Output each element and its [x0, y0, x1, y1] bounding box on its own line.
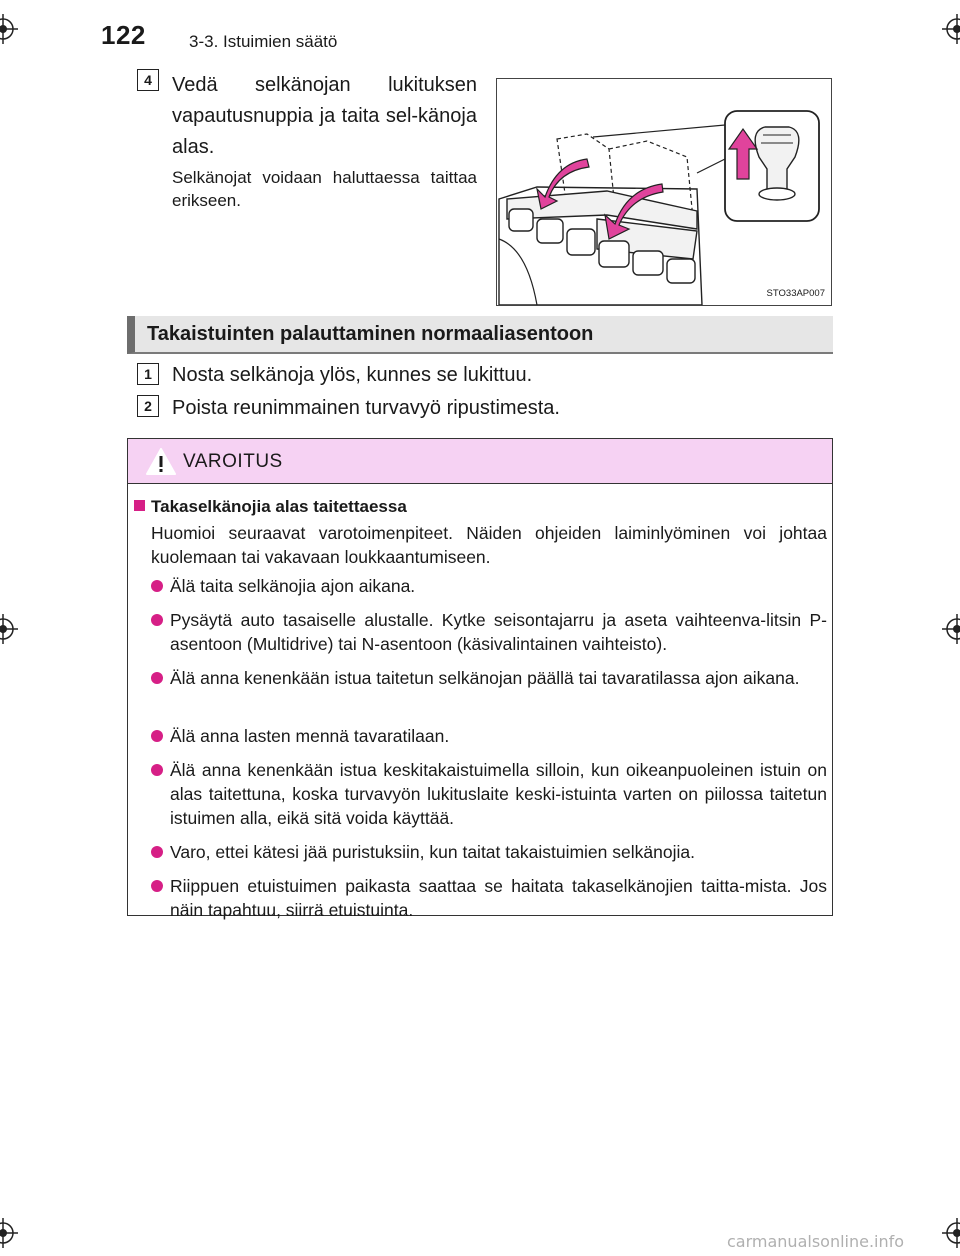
- warning-box: [127, 438, 833, 920]
- warning-title: VAROITUS: [183, 451, 283, 472]
- bullet-text: Pysäytä auto tasaiselle alustalle. Kytke seisontajarru ja aseta vaihteenva-litsin P-asentoon (Multidrive) tai N-asentoon (käsivalintainen vaihteisto).: [170, 610, 827, 654]
- bullet-text: Älä taita selkänojia ajon aikana.: [170, 576, 416, 596]
- registration-mark-bottom-right: [942, 1218, 960, 1248]
- bullet-dot-icon: [151, 672, 163, 684]
- bullet-dot-icon: [151, 880, 163, 892]
- seat-folding-illustration: [496, 78, 832, 306]
- bullet-text: Älä anna kenenkään istua taitetun selkänojan päällä tai tavaratilassa ajon aikana.: [170, 668, 800, 688]
- warning-bullet: [151, 724, 827, 748]
- footer-watermark: carmanualsonline.info: [727, 1232, 905, 1251]
- registration-mark-top-left: [0, 14, 18, 44]
- square-bullet-icon: [134, 500, 145, 511]
- seat-folding-drawing: [497, 79, 831, 305]
- warning-triangle-icon: [146, 448, 176, 475]
- registration-mark-bottom-left: [0, 1218, 18, 1248]
- warning-bullet: [151, 608, 827, 656]
- bullet-dot-icon: [151, 580, 163, 592]
- warning-bullet: [151, 574, 827, 598]
- registration-mark-top-right: [942, 14, 960, 44]
- bullet-dot-icon: [151, 730, 163, 742]
- step-instruction: Vedä selkänojan lukituksen vapautusnuppia ja taita sel-känoja alas.: [172, 74, 477, 158]
- warning-intro: Huomioi seuraavat varotoimenpiteet. Näiden ohjeiden laiminlyöminen voi johtaa kuolemaan tai vakavaan loukkaantumiseen.: [151, 523, 827, 567]
- registration-mark-mid-right: [942, 614, 960, 644]
- step-note: Selkänojat voidaan haluttaessa taittaa erikseen.: [172, 168, 477, 210]
- warning-bullet: [151, 874, 827, 922]
- step-number-box: 1: [137, 363, 159, 385]
- step-instruction: Poista reunimmainen turvavyö ripustimesta.: [172, 397, 560, 419]
- warning-header: [128, 439, 832, 484]
- section-subheading: Takaistuinten palauttaminen normaaliasentoon: [127, 316, 833, 354]
- bullet-dot-icon: [151, 614, 163, 626]
- page-number: 122: [101, 20, 146, 50]
- bullet-dot-icon: [151, 846, 163, 858]
- figure-code: STO33AP007: [766, 288, 825, 299]
- registration-mark-mid-left: [0, 614, 18, 644]
- warning-bullet: [151, 840, 827, 864]
- step-number-box: 2: [137, 395, 159, 417]
- warning-subtitle-text: Takaselkänojia alas taitettaessa: [151, 497, 407, 516]
- step-instruction: Nosta selkänoja ylös, kunnes se lukittuu.: [172, 364, 533, 386]
- bullet-text: Varo, ettei kätesi jää puristuksiin, kun taitat takaistuimien selkänojia.: [170, 842, 695, 862]
- bullet-text: Älä anna kenenkään istua keskitakaistuimella silloin, kun oikeanpuoleinen istuin on alas taitettuna, koska turvavyön lukituslaite keski-istuinta varten on piilossa taitetun istuimen alla, eikä sitä voida käyttää.: [170, 760, 827, 828]
- warning-bullet: [151, 758, 827, 830]
- section-title: 3-3. Istuimien säätö: [189, 32, 338, 51]
- warning-bullet: [151, 666, 827, 690]
- bullet-text: Riippuen etuistuimen paikasta saattaa se haitata takaselkänojien taitta-mista. Jos näin tapahtuu, siirrä etuistuinta.: [170, 876, 827, 920]
- step-number-box: 4: [137, 69, 159, 91]
- bullet-dot-icon: [151, 764, 163, 776]
- bullet-text: Älä anna lasten mennä tavaratilaan.: [170, 726, 450, 746]
- warning-subtitle: [134, 497, 407, 517]
